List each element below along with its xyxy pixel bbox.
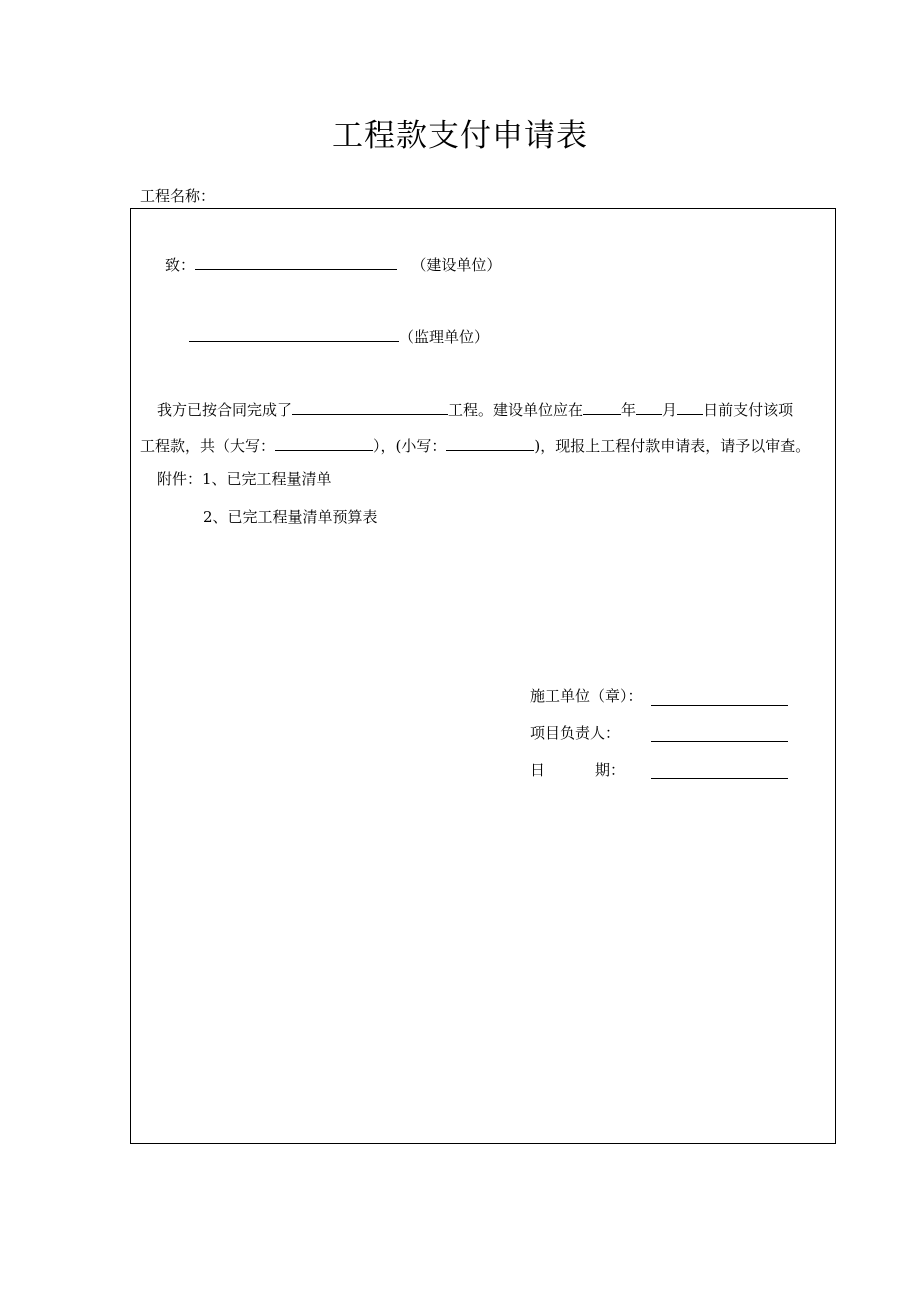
- amount-lowercase-label: ），(小写：: [373, 437, 447, 455]
- attachments-label: 附件：: [157, 470, 203, 488]
- amount-lowercase-blank[interactable]: [446, 434, 534, 451]
- form-title: 工程款支付申请表: [332, 118, 588, 154]
- body-line-2: [140, 434, 810, 457]
- project-work-blank[interactable]: [292, 398, 448, 415]
- project-name-label: 工程名称：: [140, 187, 216, 205]
- manager-label: 项目负责人：: [530, 724, 621, 742]
- date-blank[interactable]: [651, 777, 788, 779]
- year-blank[interactable]: [583, 398, 621, 415]
- construction-unit-label: （建设单位）: [411, 256, 502, 274]
- construction-unit-blank[interactable]: [195, 253, 397, 270]
- body-line-1: [157, 398, 793, 421]
- attachment-line-1: [157, 468, 332, 490]
- contractor-blank[interactable]: [651, 704, 788, 706]
- manager-blank[interactable]: [651, 740, 788, 742]
- to-construction-line: [165, 253, 501, 276]
- form-frame: [130, 208, 836, 1144]
- day-blank[interactable]: [677, 398, 703, 415]
- attachment-line-2: [203, 506, 378, 528]
- contractor-label: 施工单位（章）：: [530, 687, 643, 705]
- body-text-before: 日前支付该项: [703, 401, 794, 419]
- supervision-unit-blank[interactable]: [189, 325, 399, 342]
- to-prefix: 致：: [165, 256, 196, 274]
- body-text-request: )，现报上工程付款申请表，请予以审查。: [534, 437, 811, 455]
- attachment-item-2: 2、已完工程量清单预算表: [203, 508, 378, 526]
- amount-uppercase-label: 工程款，共（大写：: [140, 437, 276, 455]
- month-label: 月: [662, 401, 678, 419]
- body-text-should-pay: 工程。建设单位应在: [448, 401, 584, 419]
- to-supervision-line: [189, 325, 489, 348]
- attachment-item-1: 1、已完工程量清单: [202, 470, 332, 488]
- date-label-a: 日: [530, 761, 546, 779]
- date-label-b: 期：: [595, 761, 626, 779]
- body-text-completed: 我方已按合同完成了: [157, 401, 293, 419]
- supervision-unit-label: （监理单位）: [399, 328, 490, 346]
- month-blank[interactable]: [636, 398, 662, 415]
- year-label: 年: [621, 401, 637, 419]
- amount-uppercase-blank[interactable]: [275, 434, 373, 451]
